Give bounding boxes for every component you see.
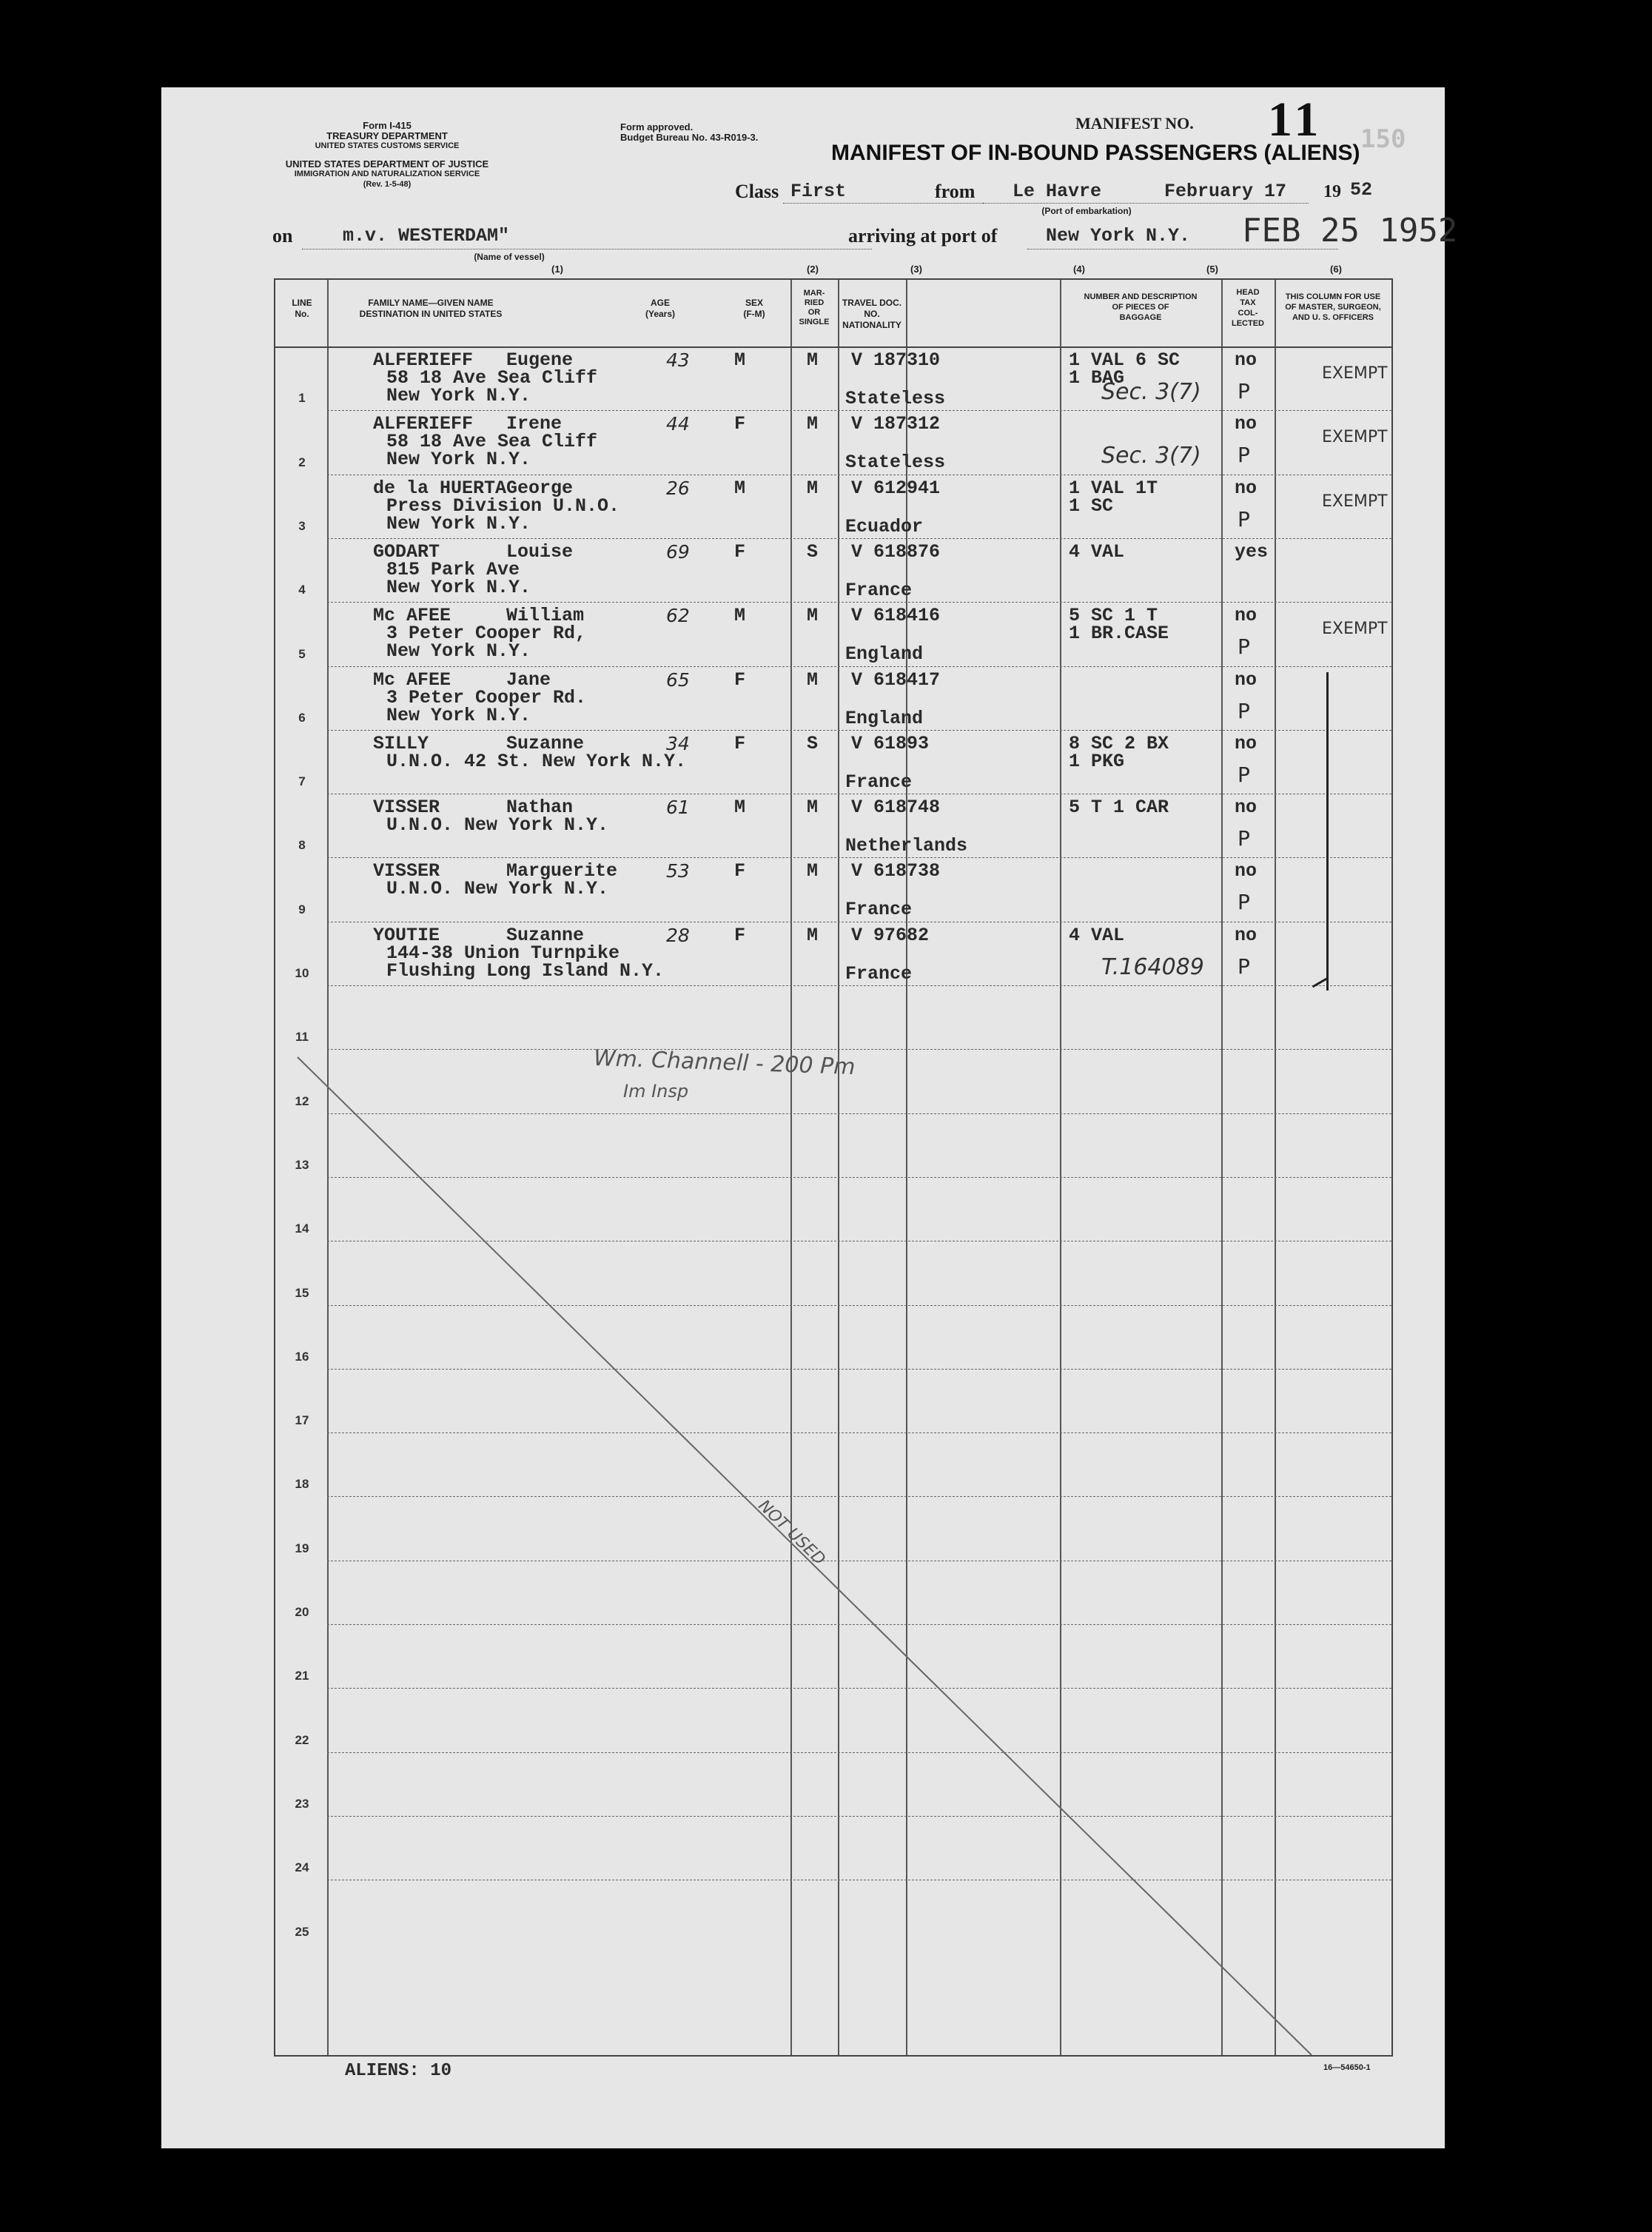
passenger-annotation: T.164089 [1101, 954, 1204, 980]
passenger-baggage-1: 1 VAL 1T [1069, 477, 1158, 499]
passenger-sex: M [734, 349, 746, 371]
col-header-baggage: NUMBER AND DESCRIPTION OF PIECES OF BAGGAGE [1084, 292, 1198, 322]
passenger-marital-status: S [807, 732, 819, 754]
passenger-family-name: SILLY [373, 732, 429, 754]
passenger-head-tax: no [1235, 860, 1258, 882]
passenger-head-tax: no [1235, 924, 1258, 946]
passenger-officer-mark: P [1238, 826, 1250, 851]
passenger-sex: F [734, 540, 746, 563]
form-approved: Form approved. [620, 121, 694, 133]
passenger-given-name: Jane [506, 668, 551, 691]
departure-date: February 17 [1164, 181, 1287, 202]
passenger-head-tax: no [1235, 413, 1258, 435]
passenger-officer-stamp: EXEMPT [1322, 492, 1388, 511]
passenger-officer-mark: P [1238, 698, 1250, 723]
passenger-nationality: France [845, 579, 913, 601]
line-number: 3 [298, 518, 306, 533]
line-number: 1 [298, 391, 306, 406]
aliens-total: ALIENS: 10 [345, 2061, 452, 2081]
col-header-age: AGE (Years) [645, 298, 676, 319]
passenger-head-tax: no [1235, 349, 1258, 371]
line-number: 5 [298, 646, 306, 661]
passenger-family-name: YOUTIE [373, 924, 440, 946]
col-number-6: (6) [1330, 264, 1342, 275]
passenger-head-tax: no [1235, 605, 1258, 627]
passenger-marital-status: S [807, 540, 819, 563]
line-number: 10 [295, 966, 309, 980]
passenger-marital-status: M [807, 413, 819, 435]
passenger-annotation: Sec. 3(7) [1101, 379, 1201, 405]
passenger-head-tax: no [1235, 477, 1258, 499]
line-number: 15 [295, 1285, 309, 1300]
line-number: 16 [295, 1349, 309, 1364]
passenger-officer-mark: P [1238, 890, 1250, 915]
col-number-3: (3) [910, 264, 922, 275]
passenger-officer-stamp: EXEMPT [1322, 620, 1388, 639]
port-of-embarkation-caption: (Port of embarkation) [1041, 206, 1132, 216]
passenger-age: 34 [666, 732, 690, 754]
passenger-annotation: Sec. 3(7) [1101, 443, 1201, 469]
passenger-head-tax: no [1235, 668, 1258, 691]
col-header-name: FAMILY NAME—GIVEN NAME DESTINATION IN UNITED STATES [359, 298, 503, 319]
passenger-destination-line-2: New York N.Y. [386, 385, 531, 406]
passenger-family-name: VISSER [373, 797, 440, 819]
justice-department: UNITED STATES DEPARTMENT OF JUSTICE [285, 158, 489, 170]
passenger-baggage-1: 4 VAL [1069, 924, 1125, 946]
passenger-baggage-2: 1 BR.CASE [1069, 623, 1169, 645]
passenger-age: 61 [666, 797, 690, 819]
passenger-nationality: England [845, 643, 924, 666]
passenger-family-name: ALFERIEFF [373, 413, 474, 435]
passenger-destination-line-1: 58 18 Ave Sea Cliff [386, 367, 598, 389]
passenger-head-tax: no [1235, 732, 1258, 754]
passenger-travel-doc: V 612941 [851, 477, 941, 499]
passenger-travel-doc: V 61893 [851, 732, 930, 754]
line-number: 7 [298, 774, 306, 789]
on-label: on [272, 225, 293, 247]
passenger-destination-line-1: 3 Peter Cooper Rd, [386, 623, 587, 645]
passenger-family-name: GODART [373, 540, 440, 563]
passenger-family-name: Mc AFEE [373, 605, 451, 627]
passenger-family-name: de la HUERTA [373, 477, 507, 499]
line-number: 9 [298, 902, 306, 916]
line-number: 18 [295, 1477, 309, 1492]
manifest-sheet [161, 87, 1458, 2148]
passenger-nationality: England [845, 707, 924, 729]
immigration-service: IMMIGRATION AND NATURALIZATION SERVICE [294, 170, 480, 178]
passenger-baggage-1: 8 SC 2 BX [1069, 732, 1169, 754]
passenger-given-name: Eugene [506, 349, 574, 371]
col-header-sex: SEX (F-M) [743, 298, 765, 319]
passenger-marital-status: M [807, 797, 819, 819]
passenger-nationality: Stateless [845, 452, 946, 474]
passenger-baggage-1: 5 SC 1 T [1069, 605, 1158, 627]
passenger-age: 26 [666, 477, 690, 499]
col-header-officers: THIS COLUMN FOR USE OF MASTER, SURGEON, AND U. S. OFFICERS [1285, 292, 1381, 322]
passenger-travel-doc: V 97682 [851, 924, 930, 946]
col-number-2: (2) [807, 264, 819, 275]
passenger-age: 44 [666, 413, 690, 435]
passenger-marital-status: M [807, 924, 819, 946]
passenger-destination-line-1: U.N.O. New York N.Y. [386, 878, 609, 900]
passenger-destination-line-1: 58 18 Ave Sea Cliff [386, 431, 598, 453]
passenger-destination-line-1: U.N.O. New York N.Y. [386, 814, 609, 837]
inspector-signature: Wm. Channell - 200 Pm [593, 1045, 856, 1081]
customs-service: UNITED STATES CUSTOMS SERVICE [315, 141, 460, 150]
passenger-sex: M [734, 477, 746, 499]
passenger-nationality: France [845, 771, 913, 793]
manifest-no-label: MANIFEST NO. [1075, 114, 1194, 133]
col-header-married: MAR- RIED OR SINGLE [799, 289, 830, 326]
passenger-sex: M [734, 797, 746, 819]
passenger-officer-stamp: EXEMPT [1322, 428, 1388, 447]
embarkation-port: Le Havre [1013, 181, 1102, 202]
passenger-destination-line-1: U.N.O. 42 St. New York N.Y. [386, 750, 687, 772]
passenger-officer-mark: P [1238, 762, 1250, 787]
line-number: 24 [295, 1860, 309, 1875]
passenger-baggage-2: 1 SC [1069, 495, 1114, 517]
line-number: 20 [295, 1605, 309, 1619]
passenger-destination-line-1: Press Division U.N.O. [386, 495, 620, 517]
passenger-given-name: Nathan [506, 797, 574, 819]
passenger-destination-line-2: Flushing Long Island N.Y. [386, 959, 665, 982]
vessel-name: m.v. WESTERDAM" [343, 225, 510, 247]
passenger-age: 28 [666, 924, 690, 946]
passenger-destination-line-2: New York N.Y. [386, 576, 531, 598]
passenger-marital-status: M [807, 605, 819, 627]
col-header-head-tax: HEAD TAX COL- LECTED [1232, 288, 1264, 328]
passenger-age: 43 [666, 349, 690, 371]
from-label: from [935, 181, 976, 202]
passenger-given-name: Suzanne [506, 732, 585, 754]
passenger-baggage-2: 1 PKG [1069, 750, 1125, 772]
passenger-travel-doc: V 618416 [851, 605, 941, 627]
passenger-officer-stamp: EXEMPT [1322, 364, 1388, 383]
passenger-marital-status: M [807, 349, 819, 371]
passenger-baggage-1: 1 VAL 6 SC [1069, 349, 1181, 371]
passenger-officer-mark: P [1238, 443, 1250, 468]
passenger-sex: F [734, 860, 746, 882]
col-number-5: (5) [1206, 264, 1218, 275]
passenger-travel-doc: V 618748 [851, 797, 941, 819]
line-number: 14 [295, 1221, 309, 1236]
passenger-sex: F [734, 413, 746, 435]
passenger-travel-doc: V 187312 [851, 413, 941, 435]
manifest-title: MANIFEST OF IN-BOUND PASSENGERS (ALIENS) [831, 141, 1360, 165]
arrival-date-stamp: FEB 25 1952 [1242, 212, 1458, 249]
passenger-marital-status: M [807, 668, 819, 691]
line-number: 13 [295, 1157, 309, 1172]
passenger-officer-mark: P [1238, 634, 1250, 660]
col-number-1: (1) [551, 264, 563, 275]
passenger-destination-line-2: New York N.Y. [386, 640, 531, 663]
class-label: Class [735, 181, 779, 202]
passenger-family-name: Mc AFEE [373, 668, 451, 691]
passenger-baggage-1: 5 T 1 CAR [1069, 797, 1169, 819]
passenger-given-name: William [506, 605, 585, 627]
passenger-sex: F [734, 924, 746, 946]
passenger-family-name: VISSER [373, 860, 440, 882]
passenger-destination-line-2: New York N.Y. [386, 704, 531, 726]
passenger-destination-line-1: 144-38 Union Turnpike [386, 942, 620, 964]
line-number: 12 [295, 1093, 309, 1108]
passenger-marital-status: M [807, 860, 819, 882]
passenger-head-tax: no [1235, 797, 1258, 819]
line-number: 23 [295, 1796, 309, 1811]
passenger-marital-status: M [807, 477, 819, 499]
class-value: First [790, 181, 847, 202]
not-used-note: NOT USED [754, 1496, 829, 1569]
col-header-line-no: LINE No. [292, 298, 312, 319]
passenger-destination-line-1: 3 Peter Cooper Rd. [386, 686, 587, 708]
form-number: Form I-415 [363, 120, 412, 131]
col-header-travel-doc: TRAVEL DOC. NO. NATIONALITY [842, 298, 902, 330]
year-suffix: 52 [1350, 179, 1373, 201]
manifest-table [274, 278, 1393, 2057]
passenger-given-name: George [506, 477, 574, 499]
passenger-given-name: Marguerite [506, 860, 618, 882]
passenger-travel-doc: V 187310 [851, 349, 941, 371]
passenger-given-name: Irene [506, 413, 563, 435]
passenger-given-name: Louise [506, 540, 574, 563]
line-number: 6 [298, 710, 306, 725]
passenger-travel-doc: V 618876 [851, 540, 941, 563]
passenger-travel-doc: V 618738 [851, 860, 941, 882]
passenger-destination-line-2: New York N.Y. [386, 449, 531, 471]
line-number: 17 [295, 1413, 309, 1428]
col-number-4: (4) [1073, 264, 1085, 275]
passenger-destination-line-2: New York N.Y. [386, 512, 531, 534]
arrival-port: New York N.Y. [1046, 225, 1191, 247]
budget-bureau: Budget Bureau No. 43-R019-3. [620, 132, 759, 143]
form-revision: (Rev. 1-5-48) [363, 180, 412, 189]
inspector-signature-title: Im Insp [623, 1081, 689, 1102]
passenger-officer-mark: P [1238, 954, 1250, 979]
line-number: 21 [295, 1669, 309, 1683]
print-code: 16—54650-1 [1323, 2063, 1371, 2072]
passenger-officer-mark: P [1238, 379, 1250, 403]
not-used-diagonal-line [275, 280, 1391, 2055]
passenger-age: 69 [666, 540, 690, 563]
passenger-head-tax: yes [1235, 540, 1269, 563]
passenger-family-name: ALFERIEFF [373, 349, 474, 371]
passenger-sex: M [734, 605, 746, 627]
passenger-sex: F [734, 668, 746, 691]
passenger-travel-doc: V 618417 [851, 668, 941, 691]
line-number: 4 [298, 583, 306, 597]
treasury-department: TREASURY DEPARTMENT [326, 130, 448, 141]
line-number: 11 [295, 1030, 309, 1045]
passenger-destination-line-1: 815 Park Ave [386, 558, 520, 580]
line-number: 25 [295, 1924, 309, 1939]
line-number: 8 [298, 838, 306, 853]
passenger-nationality: Stateless [845, 388, 946, 409]
passenger-officer-mark: P [1238, 506, 1250, 532]
passenger-sex: F [734, 732, 746, 754]
passenger-nationality: France [845, 962, 913, 985]
passenger-nationality: France [845, 899, 913, 921]
arriving-label: arriving at port of [848, 225, 998, 247]
passenger-nationality: Netherlands [845, 835, 968, 857]
passenger-given-name: Suzanne [506, 924, 585, 946]
year-prefix: 19 [1323, 182, 1341, 201]
line-number: 22 [295, 1732, 309, 1747]
passenger-age: 65 [666, 668, 690, 691]
line-number: 2 [298, 455, 306, 469]
passenger-baggage-1: 4 VAL [1069, 540, 1125, 563]
line-number: 19 [295, 1541, 309, 1555]
manifest-number: 11 [1268, 93, 1323, 147]
passenger-baggage-2: 1 BAG [1069, 367, 1125, 389]
passenger-age: 53 [666, 860, 690, 882]
passenger-nationality: Ecuador [845, 515, 924, 537]
faint-stamp-number: 150 [1360, 124, 1406, 154]
passenger-age: 62 [666, 605, 690, 627]
vessel-caption: (Name of vessel) [474, 252, 545, 262]
